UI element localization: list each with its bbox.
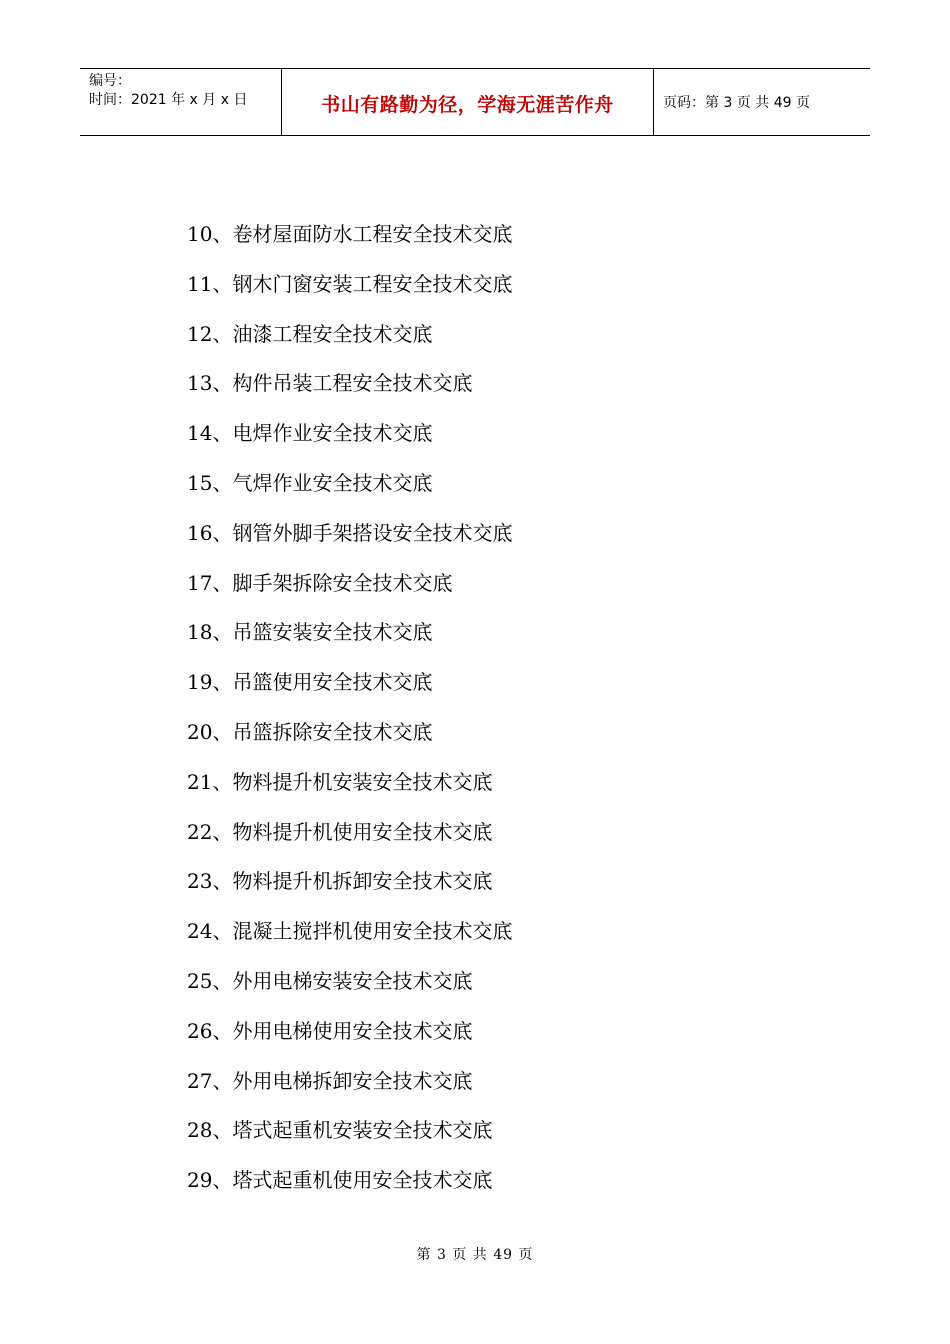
toc-item: 16、钢管外脚手架搭设安全技术交底 [187, 520, 513, 545]
toc-item: 29、塔式起重机使用安全技术交底 [187, 1168, 493, 1193]
toc-item: 20、吊篮拆除安全技术交底 [187, 719, 433, 744]
toc-item: 14、电焊作业安全技术交底 [187, 421, 433, 446]
toc-item: 21、物料提升机安装安全技术交底 [187, 769, 493, 794]
toc-item: 27、外用电梯拆卸安全技术交底 [187, 1068, 473, 1093]
header-page-label: 页码：第 3 页 共 49 页 [663, 95, 810, 111]
toc-item: 15、气焊作业安全技术交底 [187, 470, 433, 495]
toc-item: 25、外用电梯安装安全技术交底 [187, 968, 473, 993]
toc-item: 18、吊篮安装安全技术交底 [187, 620, 433, 645]
toc-item: 26、外用电梯使用安全技术交底 [187, 1018, 473, 1043]
toc-item: 13、构件吊装工程安全技术交底 [187, 371, 473, 396]
toc-item: 23、物料提升机拆卸安全技术交底 [187, 869, 493, 894]
page-header [80, 68, 870, 136]
toc-item: 17、脚手架拆除安全技术交底 [187, 570, 453, 595]
toc-item: 22、物料提升机使用安全技术交底 [187, 819, 493, 844]
time-label: 时间：2021 年 x 月 x 日 [89, 92, 248, 108]
toc-item: 19、吊篮使用安全技术交底 [187, 670, 433, 695]
toc-item: 12、油漆工程安全技术交底 [187, 321, 433, 346]
toc-item: 28、塔式起重机安装安全技术交底 [187, 1118, 493, 1143]
header-meta [80, 69, 282, 135]
toc-list [187, 210, 512, 1206]
toc-item: 11、钢木门窗安装工程安全技术交底 [187, 271, 513, 296]
toc-item: 24、混凝土搅拌机使用安全技术交底 [187, 919, 513, 944]
toc-item: 10、卷材屋面防水工程安全技术交底 [187, 222, 513, 246]
page-footer [0, 1244, 950, 1264]
header-motto-cell [282, 69, 654, 135]
serial-label: 编号： [89, 73, 131, 89]
header-motto: 书山有路勤为径，学海无涯苦作舟 [321, 93, 614, 116]
footer-page-number: 第 3 页 共 49 页 [416, 1247, 534, 1263]
header-page-cell [654, 69, 870, 135]
